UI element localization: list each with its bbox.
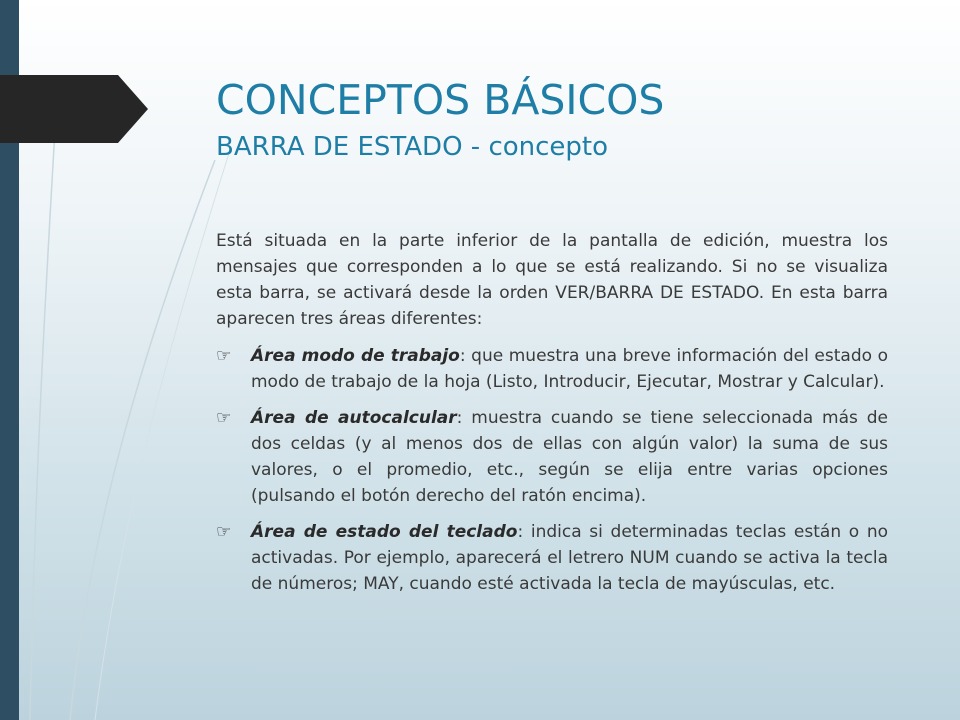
intro-paragraph: Está situada en la parte inferior de la pantalla de edición, muestra los mensajes que corresponden a lo que se está realizando. Si no se visualiza esta barra, se activará desde la orden VER/BARRA DE ESTADO. En esta barra aparecen tres áreas diferentes:	[216, 231, 888, 329]
right-hand-point-icon: ☞	[216, 346, 232, 366]
bullet-list	[216, 343, 888, 597]
title-arrow-tab	[0, 75, 148, 143]
bullet-item-modo-trabajo	[216, 343, 888, 395]
bullet-item-autocalcular	[216, 405, 888, 509]
right-hand-point-icon: ☞	[216, 408, 232, 428]
bullet-term: Área modo de trabajo	[251, 346, 460, 366]
slide-content	[216, 228, 888, 607]
bullet-term: Área de estado del teclado	[251, 522, 518, 542]
slide-title: CONCEPTOS BÁSICOS	[216, 76, 665, 124]
bullet-term: Área de autocalcular	[251, 408, 457, 428]
bullet-text: : que muestra una breve información del estado o modo de trabajo de la hoja (Listo, Introducir, Ejecutar, Mostrar y Calcular).	[251, 346, 888, 392]
slide-subtitle: BARRA DE ESTADO - concepto	[216, 132, 609, 162]
right-hand-point-icon: ☞	[216, 522, 232, 542]
bullet-item-estado-teclado	[216, 519, 888, 597]
bullet-text: : indica si determinadas teclas están o no activadas. Por ejemplo, aparecerá el letrero NUM cuando se activa la tecla de números; MAY, cuando esté activada la tecla de mayúsculas, etc.	[251, 522, 888, 594]
bullet-text: : muestra cuando se tiene seleccionada más de dos celdas (y al menos dos de ellas con algún valor) la suma de sus valores, o el promedio, etc., según se elija entre varias opciones (pulsando el botón derecho del ratón encima).	[251, 408, 888, 506]
